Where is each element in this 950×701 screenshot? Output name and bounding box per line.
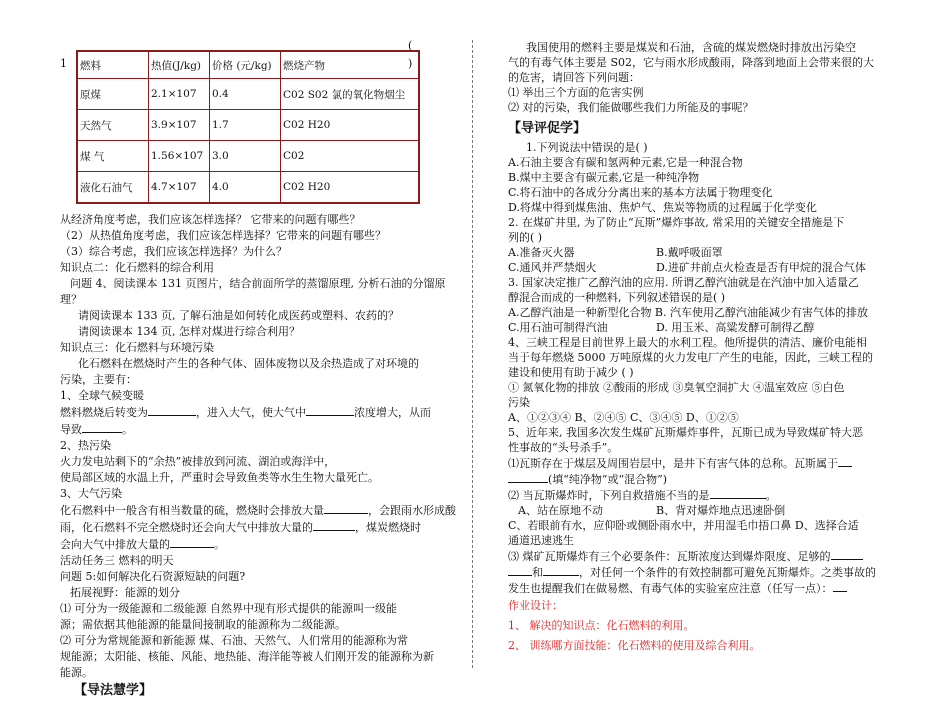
- table-cell: 天然气: [77, 110, 149, 141]
- question-line: 醇混合而成的一种燃料, 下列叙述错误的是( ): [508, 291, 726, 304]
- table-cell: 3.0: [210, 141, 281, 172]
- answer-blank[interactable]: [306, 404, 354, 416]
- answer-blank[interactable]: [838, 455, 852, 467]
- text-line: 使局部区域的水温上升，严重时会导致鱼类等水生生物大量死亡。: [60, 471, 379, 484]
- section-title: 知识点三：化石燃料与环境污染: [60, 341, 214, 354]
- option-line: A.乙醇汽油是一种新型化合物 B. 汽车使用乙醇汽油能减少有害气体的排放: [508, 306, 869, 319]
- option-line: A、①②③④ B、②④⑤ C、③④⑤ D、①②⑤: [508, 411, 739, 424]
- question-line: 列的( ): [508, 231, 543, 244]
- text-line: 问题 4、阅读课本 131 页图片，结合前面所学的蒸馏原理, 分析石油的分馏原: [70, 277, 446, 290]
- right-column: [508, 40, 908, 670]
- text-line: ⑴ 可分为一级能源和二级能源 自然界中现有形式提供的能源叫一级能: [60, 602, 397, 615]
- activity-title: 活动任务三 燃料的明天: [60, 554, 174, 567]
- table-cell: 原煤: [77, 79, 149, 110]
- answer-blank[interactable]: [831, 548, 863, 560]
- fill-blank-line: 导致 。: [60, 423, 133, 436]
- fill-blank-line: 会向大气中排放大量的 。: [60, 538, 225, 551]
- table-cell: C02 S02 氯的氧化物烟尘: [281, 79, 420, 110]
- text-line: （3）综合考虑，我们应该怎样选择？为什么？: [60, 245, 287, 258]
- subsection-title: 2、热污染: [60, 439, 111, 452]
- fill-blank-line: 化石燃料中一般含有相当数量的硫，燃烧时会排放大量 ，会跟雨水形成酸: [60, 504, 456, 517]
- text-line: 理？: [60, 293, 82, 306]
- answer-blank[interactable]: [148, 404, 196, 416]
- column-divider: [472, 40, 473, 668]
- header-price: 价格 (元/kg): [210, 51, 281, 79]
- left-column: [60, 40, 464, 698]
- fill-blank-line: 雨，化石燃料不完全燃烧时还会向大气中排放大量的 ，煤炭燃烧时: [60, 521, 421, 534]
- question-line: 4、三峡工程是目前世界上最大的水利工程。他所提供的清洁、廉价电能相: [508, 336, 867, 349]
- table-cell: 液化石油气: [77, 172, 149, 204]
- fill-blank-line: 燃料燃烧后转变为 ，进入大气，使大气中 浓度增大，从而: [60, 406, 431, 419]
- option-line: C、若眼前有水，应仰卧或侧卧雨水中，并用湿毛巾捂口鼻 D、选择合适: [508, 519, 859, 532]
- fill-blank-line: ⑶ 煤矿瓦斯爆炸有三个必要条件：瓦斯浓度达到爆炸限度、足够的: [508, 548, 908, 564]
- answer-blank[interactable]: [324, 502, 368, 514]
- text-line: 化石燃料在燃烧时产生的各种气体、固体废物以及余热造成了对环境的: [78, 357, 419, 370]
- question-number: 1: [60, 57, 67, 70]
- fill-blank-line: ⑴瓦斯存在于煤层及周围岩层中，是井下有害气体的总称。瓦斯属于: [508, 455, 908, 471]
- answer-blank[interactable]: [710, 487, 766, 499]
- option-line: 污染: [508, 396, 530, 409]
- text-line: 拓展视野：能源的划分: [70, 586, 180, 599]
- answer-blank[interactable]: [82, 421, 122, 433]
- option-line: 通道迅速逃生: [508, 534, 574, 547]
- question-line: 5、近年来, 我国多次发生煤矿瓦斯爆炸事件，瓦斯已成为导致煤矿特大恶: [508, 426, 863, 439]
- option-line: A.石油主要含有碳和氢两种元素,它是一种混合物: [508, 156, 743, 169]
- question-line: 建设和使用有助于减少 ( ): [508, 366, 634, 379]
- homework-item: 1、 解决的知识点：化石燃料的利用。: [508, 619, 695, 632]
- fill-blank-line: 和 ，对任何一个条件的有效控制都可避免瓦斯爆炸。之类事故的: [508, 564, 908, 580]
- answer-blank[interactable]: [543, 564, 579, 576]
- table-cell: 4.7×107: [149, 172, 210, 204]
- subsection-title: 1、全球气候变暖: [60, 389, 144, 402]
- table-cell: C02: [281, 141, 420, 172]
- question-line: 1.下列说法中错误的是( ): [526, 141, 648, 154]
- text-line: 源；需依据其他能源的能量间接制取的能源称为二级能源。: [60, 618, 346, 631]
- header-heat-value: 热值(J/kg): [149, 51, 210, 79]
- answer-blank[interactable]: [170, 536, 214, 548]
- text-line: ⑴ 举出三个方面的危害实例: [508, 86, 644, 99]
- fill-blank-line: ⑵ 当瓦斯爆炸时，下列自救措施不当的是 。: [508, 489, 777, 502]
- text-line: ⑵ 对的污染，我们能做哪些我们力所能及的事呢？: [508, 101, 754, 114]
- option-line: A、站在原地不动 B、背对爆炸地点迅速卧倒: [518, 504, 786, 517]
- answer-blank[interactable]: [508, 471, 548, 483]
- text-line: 问题 5:如何解决化石资源短缺的问题?: [60, 570, 246, 583]
- table-cell: 3.9×107: [149, 110, 210, 141]
- answer-bracket: ( ): [408, 39, 413, 70]
- question-line: 2. 在煤矿井里, 为了防止“瓦斯”爆炸事故, 常采用的关键安全措施是下: [508, 216, 845, 229]
- table-cell: C02 H20: [281, 110, 420, 141]
- subsection-title: 3、大气污染: [60, 487, 122, 500]
- header-products: 燃烧产物: [281, 51, 420, 79]
- table-cell: 1.7: [210, 110, 281, 141]
- fill-blank-line: (填“纯净物”或“混合物”): [508, 471, 908, 487]
- question-line: 性事故的“头号杀手”。: [508, 441, 619, 454]
- option-line: C.用石油可制得汽油 D. 用玉米、高粱发酵可制得乙醇: [508, 321, 815, 334]
- text-line: ⑵ 可分为常规能源和新能源 煤、石油、天然气、人们常用的能源称为常: [60, 634, 408, 647]
- table-cell: C02 H20: [281, 172, 420, 204]
- text-line: 请阅读课本 134 页, 怎样对煤进行综合利用？: [78, 325, 300, 338]
- text-line: 从经济角度考虑，我们应该怎样选择？ 它带来的问题有哪些？: [60, 213, 361, 226]
- table-cell: 煤 气: [77, 141, 149, 172]
- question-line: 3. 国家决定推广乙醇汽油的应用. 所谓乙醇汽油就是在汽油中加入适量乙: [508, 276, 859, 289]
- text-line: 的危害，请回答下列问题：: [508, 71, 640, 84]
- text-line: 污染，主要有：: [60, 373, 137, 386]
- option-line: C.将石油中的各成分分离出来的基本方法属于物理变化: [508, 186, 773, 199]
- homework-item: 2、 训练哪方面技能：化石燃料的使用及综合利用。: [508, 639, 761, 652]
- text-line: （2）从热值角度考虑，我们应该怎样选择？它带来的问题有哪些？: [60, 229, 386, 242]
- text-line: 请阅读课本 133 页, 了解石油是如何转化成医药或塑料、农药的？: [78, 309, 399, 322]
- text-line: 我国使用的燃料主要是煤炭和石油，含硫的煤炭燃烧时排放出污染空: [526, 41, 856, 54]
- fill-blank-line: 发生也提醒我们在做易燃、有毒气体的实验室应注意（任写一点）：: [508, 580, 908, 596]
- text-line: 规能源；太阳能、核能、风能、地热能、海洋能等被人们刚开发的能源称为新: [60, 650, 434, 663]
- section-heading: 【导评促学】: [508, 121, 587, 136]
- option-line: A.准备灭火器 B.戴呼吸面罩: [508, 246, 723, 259]
- table-cell: 0.4: [210, 79, 281, 110]
- section-title: 知识点二：化石燃料的综合利用: [60, 261, 214, 274]
- text-line: 能源。: [60, 666, 93, 679]
- option-line: B.煤中主要含有碳元素,它是一种纯净物: [508, 171, 700, 184]
- answer-blank[interactable]: [833, 580, 847, 592]
- table-cell: 2.1×107: [149, 79, 210, 110]
- option-line: ① 氮氧化物的排放 ②酸雨的形成 ③臭氧空洞扩大 ④温室效应 ⑤白色: [508, 381, 845, 394]
- homework-title: 作业设计：: [508, 599, 563, 612]
- question-line: 当于每年燃烧 5000 万吨原煤的火力发电厂产生的电能，因此，三峡工程的: [508, 351, 873, 364]
- section-heading: 【导法慧学】: [74, 683, 153, 698]
- table-cell: 4.0: [210, 172, 281, 204]
- answer-blank[interactable]: [508, 564, 532, 576]
- option-line: C.通风并严禁烟火 D.进矿井前点火检查是否有甲烷的混合气体: [508, 261, 866, 274]
- header-fuel: 燃料: [77, 51, 149, 79]
- answer-blank[interactable]: [313, 519, 355, 531]
- option-line: D.将煤中得到煤焦油、焦炉气、焦炭等物质的过程属于化学变化: [508, 201, 817, 214]
- table-cell: 1.56×107: [149, 141, 210, 172]
- text-line: 气的有毒气体主要是 S02，它与雨水形成酸雨，降落到地面上会带来很的大: [508, 56, 875, 69]
- text-line: 火力发电站剩下的“余热”被排放到河流、湖泊或海洋中，: [60, 455, 336, 468]
